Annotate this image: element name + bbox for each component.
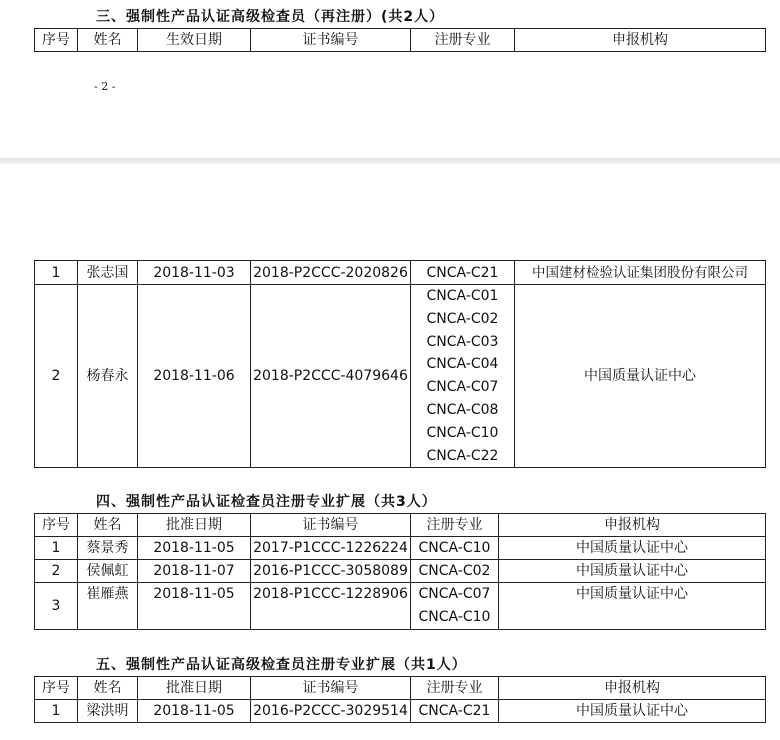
cell-no: 2	[35, 285, 78, 468]
header-date: 批准日期	[138, 677, 251, 700]
cell-no: 3	[35, 583, 78, 630]
table-row	[35, 560, 766, 583]
cell-name: 崔雁燕	[78, 583, 138, 630]
cell-name: 梁洪明	[78, 700, 138, 723]
cell-name: 侯佩虹	[78, 560, 138, 583]
header-date: 生效日期	[138, 29, 251, 52]
major-item: CNCA-C10	[426, 424, 499, 441]
major-item: CNCA-C04	[426, 356, 499, 373]
table-row	[35, 261, 766, 285]
major-item: CNCA-C22	[426, 447, 499, 464]
table-row	[35, 285, 766, 468]
cell-major: CNCA-C21	[411, 261, 515, 285]
header-org: 申报机构	[515, 29, 766, 52]
page-break	[0, 158, 780, 164]
cell-major: CNCA-C21	[411, 700, 499, 723]
header-major: 注册专业	[411, 677, 499, 700]
header-cert: 证书编号	[251, 514, 411, 537]
cell-org: 中国质量认证中心	[499, 537, 766, 560]
cell-no: 2	[35, 560, 78, 583]
cell-name: 杨春永	[78, 285, 138, 468]
table-row	[35, 700, 766, 723]
header-org: 申报机构	[499, 677, 766, 700]
section-3-header-table	[34, 28, 766, 52]
header-cert: 证书编号	[251, 677, 411, 700]
major-item: CNCA-C07	[418, 586, 491, 602]
cell-date: 2018-11-05	[138, 583, 251, 630]
cell-major-list	[411, 285, 515, 468]
header-cert: 证书编号	[251, 29, 411, 52]
cell-org: 中国质量认证中心	[499, 700, 766, 723]
header-name: 姓名	[78, 29, 138, 52]
cell-cert: 2018-P2CCC-4079646	[251, 285, 411, 468]
cell-no: 1	[35, 537, 78, 560]
cell-cert: 2017-P1CCC-1226224	[251, 537, 411, 560]
header-no: 序号	[35, 677, 78, 700]
cell-no: 1	[35, 700, 78, 723]
cell-date: 2018-11-03	[138, 261, 251, 285]
cell-cert: 2016-P1CCC-3058089	[251, 560, 411, 583]
header-org: 申报机构	[499, 514, 766, 537]
cell-org: 中国建材检验认证集团股份有限公司	[515, 261, 766, 285]
cell-org: 中国质量认证中心	[515, 285, 766, 468]
cell-org: 中国质量认证中心	[499, 583, 766, 630]
cell-cert: 2018-P2CCC-2020826	[251, 261, 411, 285]
major-item: CNCA-C08	[426, 401, 499, 418]
section-5-table	[34, 676, 766, 723]
header-name: 姓名	[78, 514, 138, 537]
major-item: CNCA-C01	[426, 288, 499, 304]
header-no: 序号	[35, 514, 78, 537]
section-3-table	[34, 260, 766, 468]
major-item: CNCA-C02	[426, 310, 499, 327]
cell-cert: 2018-P1CCC-1228906	[251, 583, 411, 630]
major-item: CNCA-C03	[426, 333, 499, 350]
cell-name: 蔡景秀	[78, 537, 138, 560]
header-major: 注册专业	[411, 29, 515, 52]
cell-name: 张志国	[78, 261, 138, 285]
section-5-title: 五、强制性产品认证高级检查员注册专业扩展（共1人）	[96, 657, 467, 673]
header-major: 注册专业	[411, 514, 499, 537]
cell-org: 中国质量认证中心	[499, 560, 766, 583]
section-3-title: 三、强制性产品认证高级检查员（再注册）(共2人）	[96, 9, 445, 25]
section-4-title: 四、强制性产品认证检查员注册专业扩展（共3人）	[96, 494, 437, 510]
cell-date: 2018-11-07	[138, 560, 251, 583]
cell-major: CNCA-C10	[411, 537, 499, 560]
table-row	[35, 583, 766, 630]
cell-date: 2018-11-05	[138, 700, 251, 723]
major-item: CNCA-C10	[418, 608, 491, 625]
section-4-table	[34, 513, 766, 630]
header-no: 序号	[35, 29, 78, 52]
cell-no: 1	[35, 261, 78, 285]
header-date: 批准日期	[138, 514, 251, 537]
cell-date: 2018-11-05	[138, 537, 251, 560]
cell-major-list	[411, 583, 499, 630]
table-row	[35, 537, 766, 560]
page-number: - 2 -	[94, 80, 116, 93]
cell-major: CNCA-C02	[411, 560, 499, 583]
cell-date: 2018-11-06	[138, 285, 251, 468]
cell-cert: 2016-P2CCC-3029514	[251, 700, 411, 723]
header-name: 姓名	[78, 677, 138, 700]
major-item: CNCA-C07	[426, 379, 499, 396]
